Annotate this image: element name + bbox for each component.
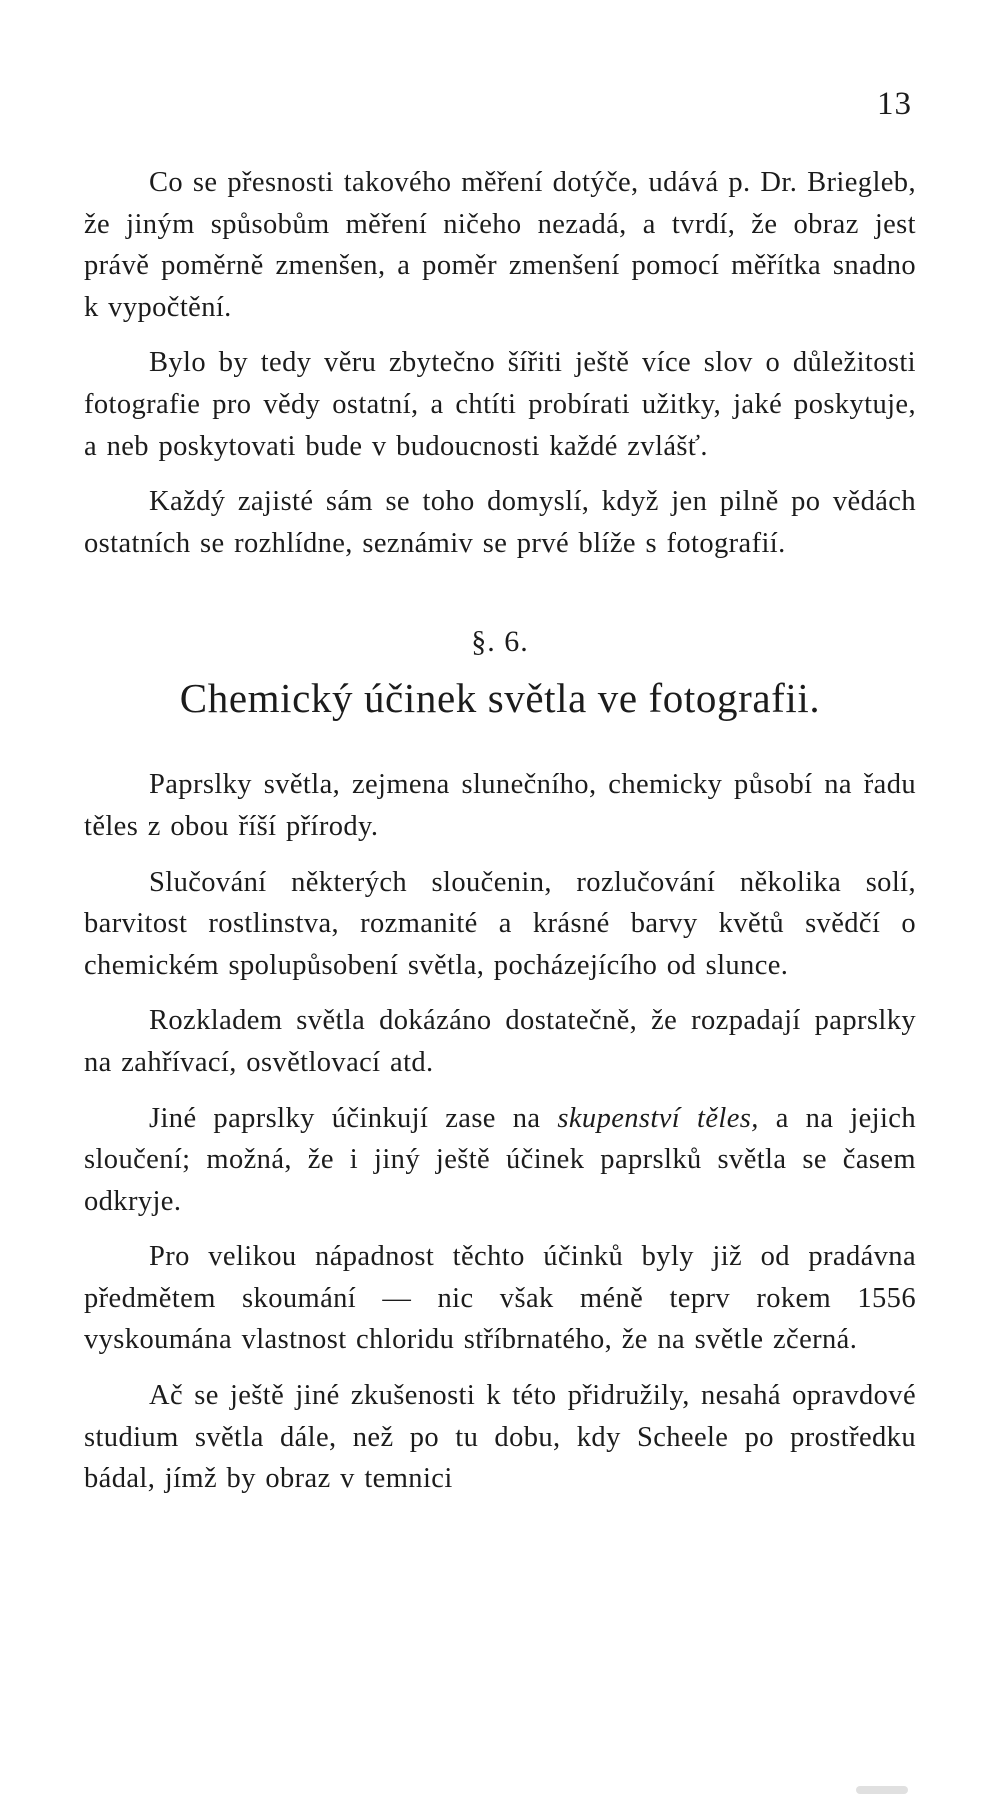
paragraph-combining-compounds: Slučování některých sloučenin, rozlučování několika solí, barvitost rostlinstva, rozmanité a krásné barvy květů svědčí o chemickém spolupůsobení světla, pocházejícího od slunce.: [84, 866, 916, 981]
paragraph-chemical-action-of-rays: Paprslky světla, zejmena slunečního, chemicky působí na řadu těles z obou říší přírody.: [84, 769, 916, 842]
paragraph-other-rays: [84, 1098, 916, 1223]
paragraph-familiarize-with-photography: Každý zajisté sám se toho domyslí, když jen pilně po vědách ostatních se rozhlídne, seznámiv se prvé blíže s fotografií.: [84, 486, 916, 559]
paragraph-importance-of-photography: Bylo by tedy věru zbytečno šířiti ještě více slov o důležitosti fotografie pro vědy ostatní, a chtíti probírati užitky, jaké poskytuje, a neb poskytovati bude v budoucnosti každé zvlášť.: [84, 347, 916, 462]
paper-stain-mark: [856, 1786, 908, 1794]
section-title: Chemický účinek světla ve fotografii.: [179, 675, 821, 722]
paragraph-other-rays-italic: skupenství těles,: [557, 1102, 759, 1134]
paragraph-briegleb-measurement: Co se přesnosti takového měření dotýče, udává p. Dr. Briegleb, že jiným spůsobům měření ničeho nezadá, a tvrdí, že obraz jest právě poměrně zmenšen, a poměr zmenšení pomocí měřítka snadno k vypočtění.: [84, 167, 916, 323]
paragraph-scheele: Ač se ještě jiné zkušenosti k této přidružily, nesahá opravdové studium světla dále, než po tu dobu, kdy Scheele po prostředku bádal, jímž by obraz v temnici: [84, 1380, 916, 1495]
paragraph-silver-chloride: Pro velikou nápadnost těchto účinků byly již od pradávna předmětem skoumání — nic však méně teprv rokem 1556 vyskoumána vlastnost chloridu stříbrnatého, že na světle zčerná.: [84, 1241, 916, 1356]
page-body: [84, 162, 916, 1514]
section-number: §. 6.: [471, 625, 529, 659]
paragraph-other-rays-start: Jiné paprslky účinkují zase na: [149, 1102, 558, 1134]
paragraph-other-rays-end: a na jejich sloučení; možná, že i jiný ještě účinek paprslků světla se časem odkryje.: [84, 1102, 916, 1217]
paragraph-decomposition-of-light: Rozkladem světla dokázáno dostatečně, že rozpadají paprslky na zahřívací, osvětlovací atd.: [84, 1005, 916, 1078]
page-number: 13: [877, 86, 912, 122]
